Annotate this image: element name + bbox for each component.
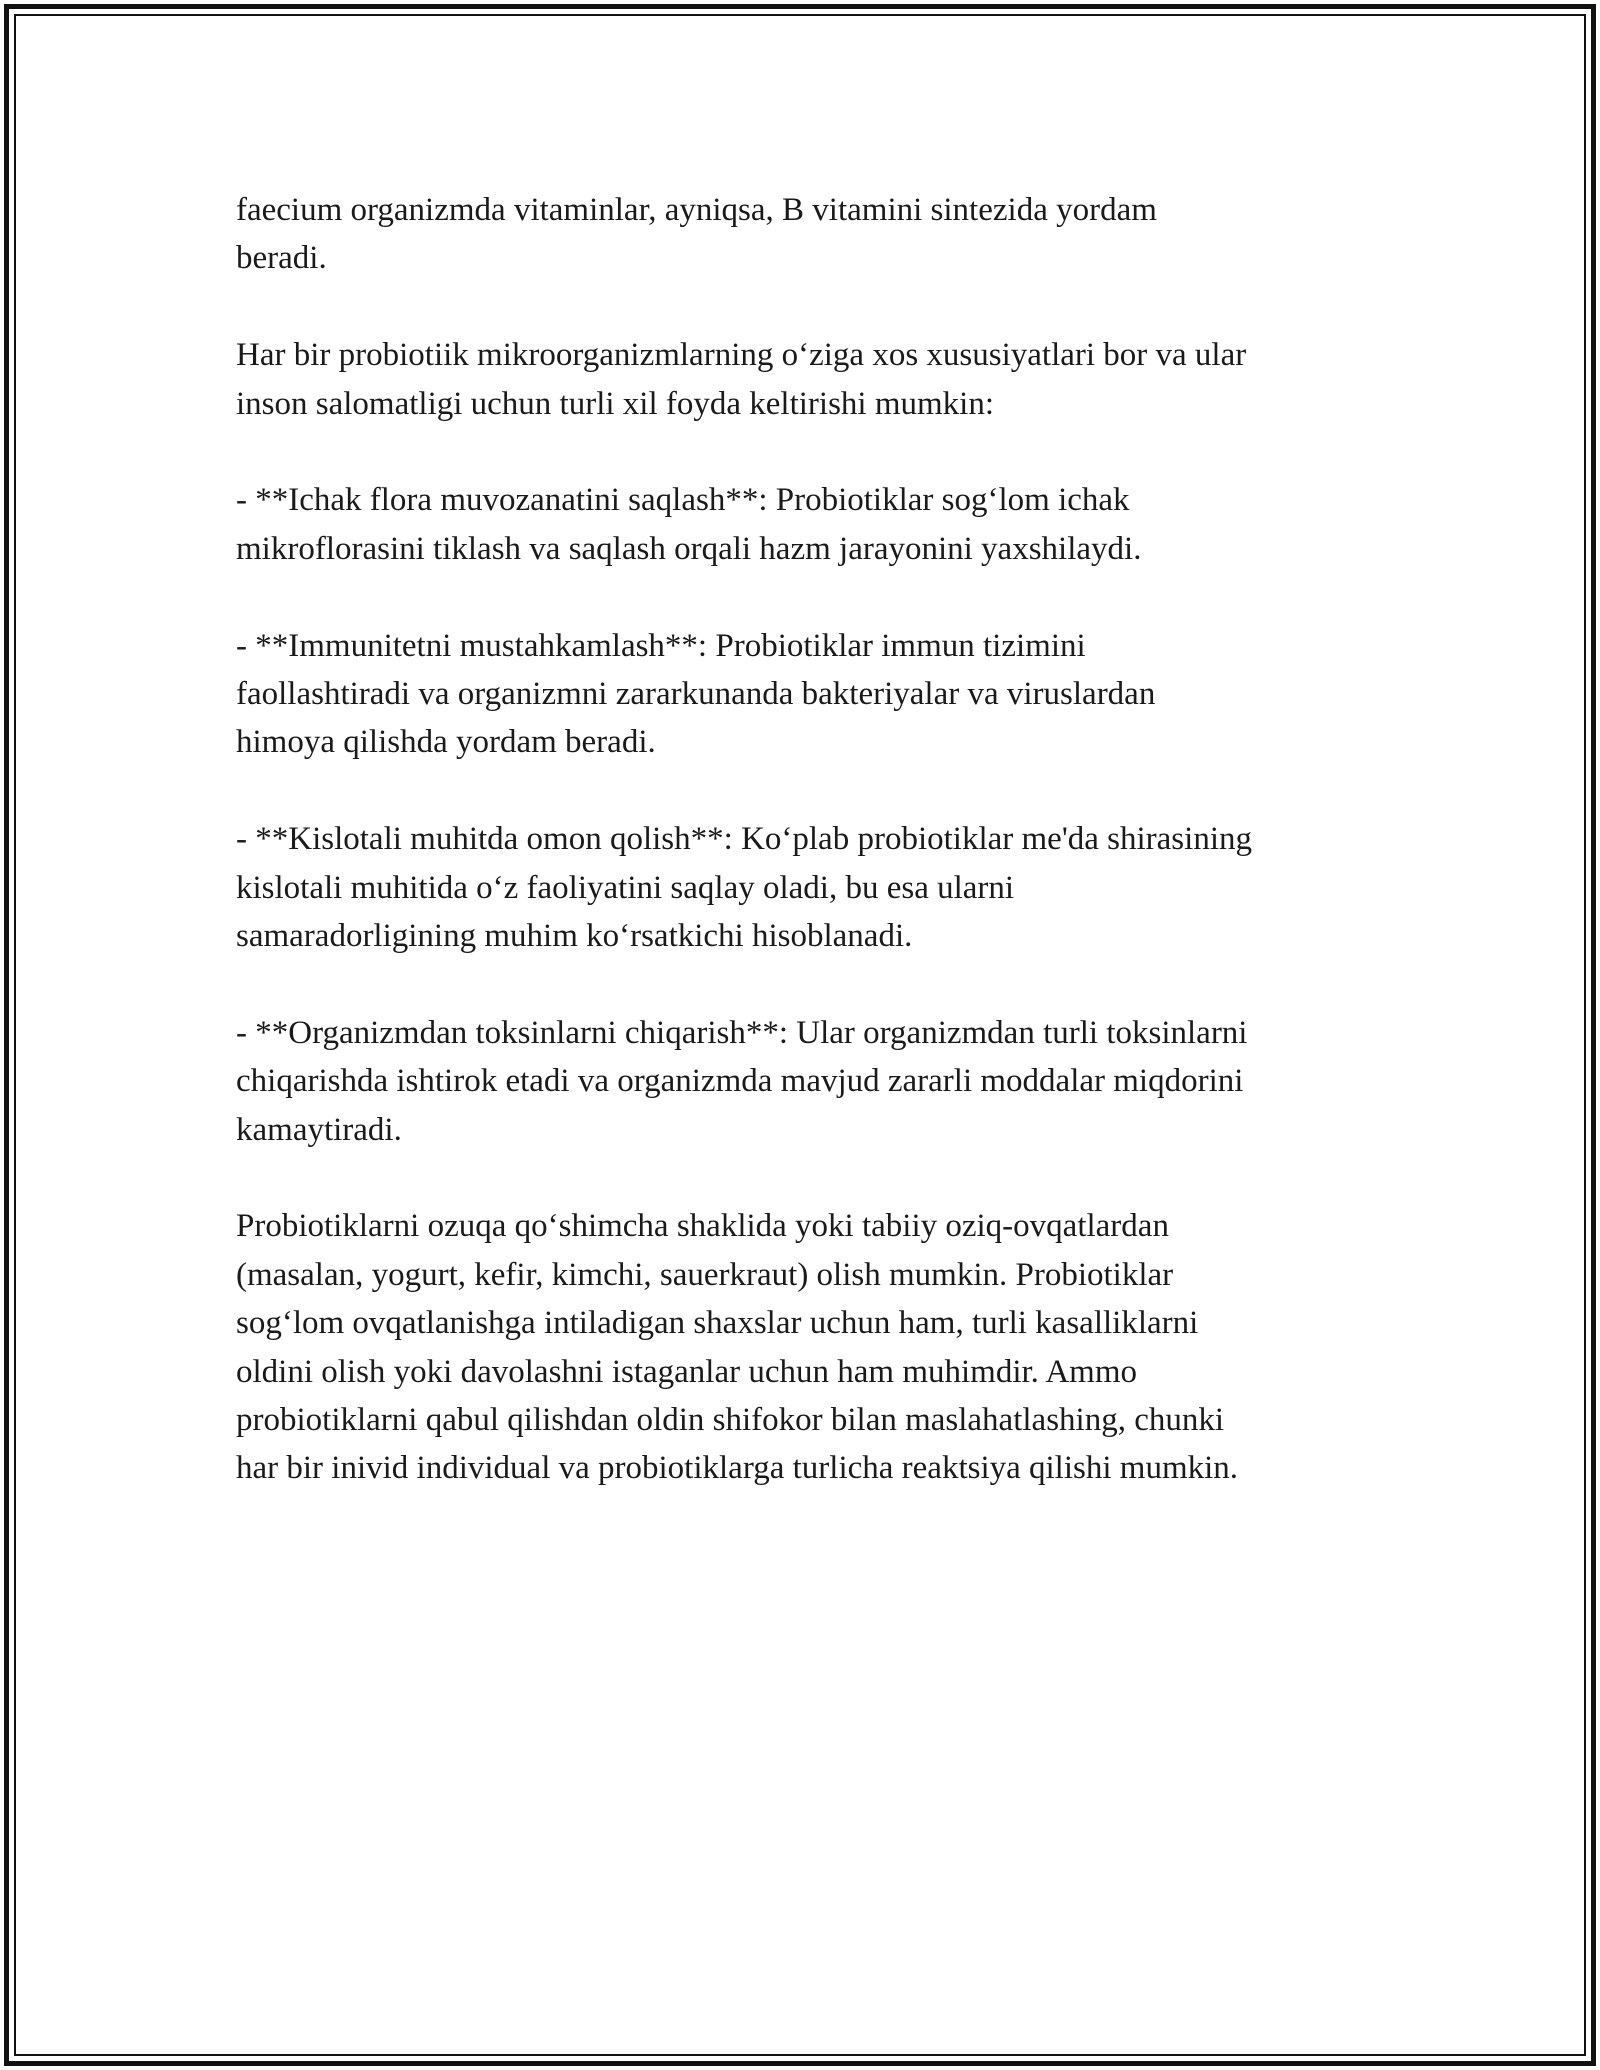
text-line: oldini olish yoki davolashni istaganlar uchun ham muhimdir. Ammo — [236, 1353, 1138, 1390]
text-line: inson salomatligi uchun turli xil foyda keltirishi mumkin: — [236, 385, 995, 422]
text-line: kamaytiradi. — [236, 1111, 402, 1148]
paragraph — [236, 1009, 1386, 1154]
text-line: himoya qilishda yordam beradi. — [236, 724, 656, 761]
text-line: faecium organizmda vitaminlar, ayniqsa, B vitamini sintezida yordam — [236, 192, 1157, 228]
paragraph — [236, 186, 1386, 283]
text-line: - **Organizmdan toksinlarni chiqarish**: Ular organizmdan turli toksinlarni — [236, 1014, 1248, 1051]
text-line: beradi. — [236, 240, 327, 277]
text-line: kislotali muhitida o‘z faoliyatini saqlay oladi, bu esa ularni — [236, 869, 1015, 906]
text-line: Har bir probiotiik mikroorganizmlarning o‘ziga xos xususiyatlari bor va ular — [236, 337, 1247, 374]
text-line: sog‘lom ovqatlanishga intiladigan shaxslar uchun ham, turli kasalliklarni — [236, 1305, 1199, 1342]
text-line: faollashtiradi va organizmni zararkunanda bakteriyalar va viruslardan — [236, 676, 1156, 713]
document-body — [236, 186, 1386, 1541]
text-line: (masalan, yogurt, kefir, kimchi, sauerkraut) olish mumkin. Probiotiklar — [236, 1256, 1174, 1293]
text-line: - **Kislotali muhitda omon qolish**: Ko‘plab probiotiklar me'da shirasining — [236, 821, 1252, 858]
text-line: samaradorligining muhim ko‘rsatkichi hisoblanadi. — [236, 918, 913, 955]
text-line: mikroflorasini tiklash va saqlash orqali hazm jarayonini yaxshilaydi. — [236, 530, 1142, 567]
text-line: har bir inivid individual va probiotiklarga turlicha reaktsiya qilishi mumkin. — [236, 1450, 1239, 1487]
paragraph — [236, 331, 1386, 428]
paragraph — [236, 1202, 1386, 1492]
paragraph — [236, 622, 1386, 767]
paragraph — [236, 476, 1386, 573]
text-line: chiqarishda ishtirok etadi va organizmda mavjud zararli moddalar miqdorini — [236, 1063, 1244, 1100]
text-line: probiotiklarni qabul qilishdan oldin shifokor bilan maslahatlashing, chunki — [236, 1402, 1225, 1439]
text-line: - **Ichak flora muvozanatini saqlash**: Probiotiklar sog‘lom ichak — [236, 482, 1130, 519]
paragraph — [236, 815, 1386, 960]
text-line: - **Immunitetni mustahkamlash**: Probiotiklar immun tizimini — [236, 627, 1086, 664]
text-line: Probiotiklarni ozuqa qo‘shimcha shaklida yoki tabiiy oziq-ovqatlardan — [236, 1208, 1169, 1245]
